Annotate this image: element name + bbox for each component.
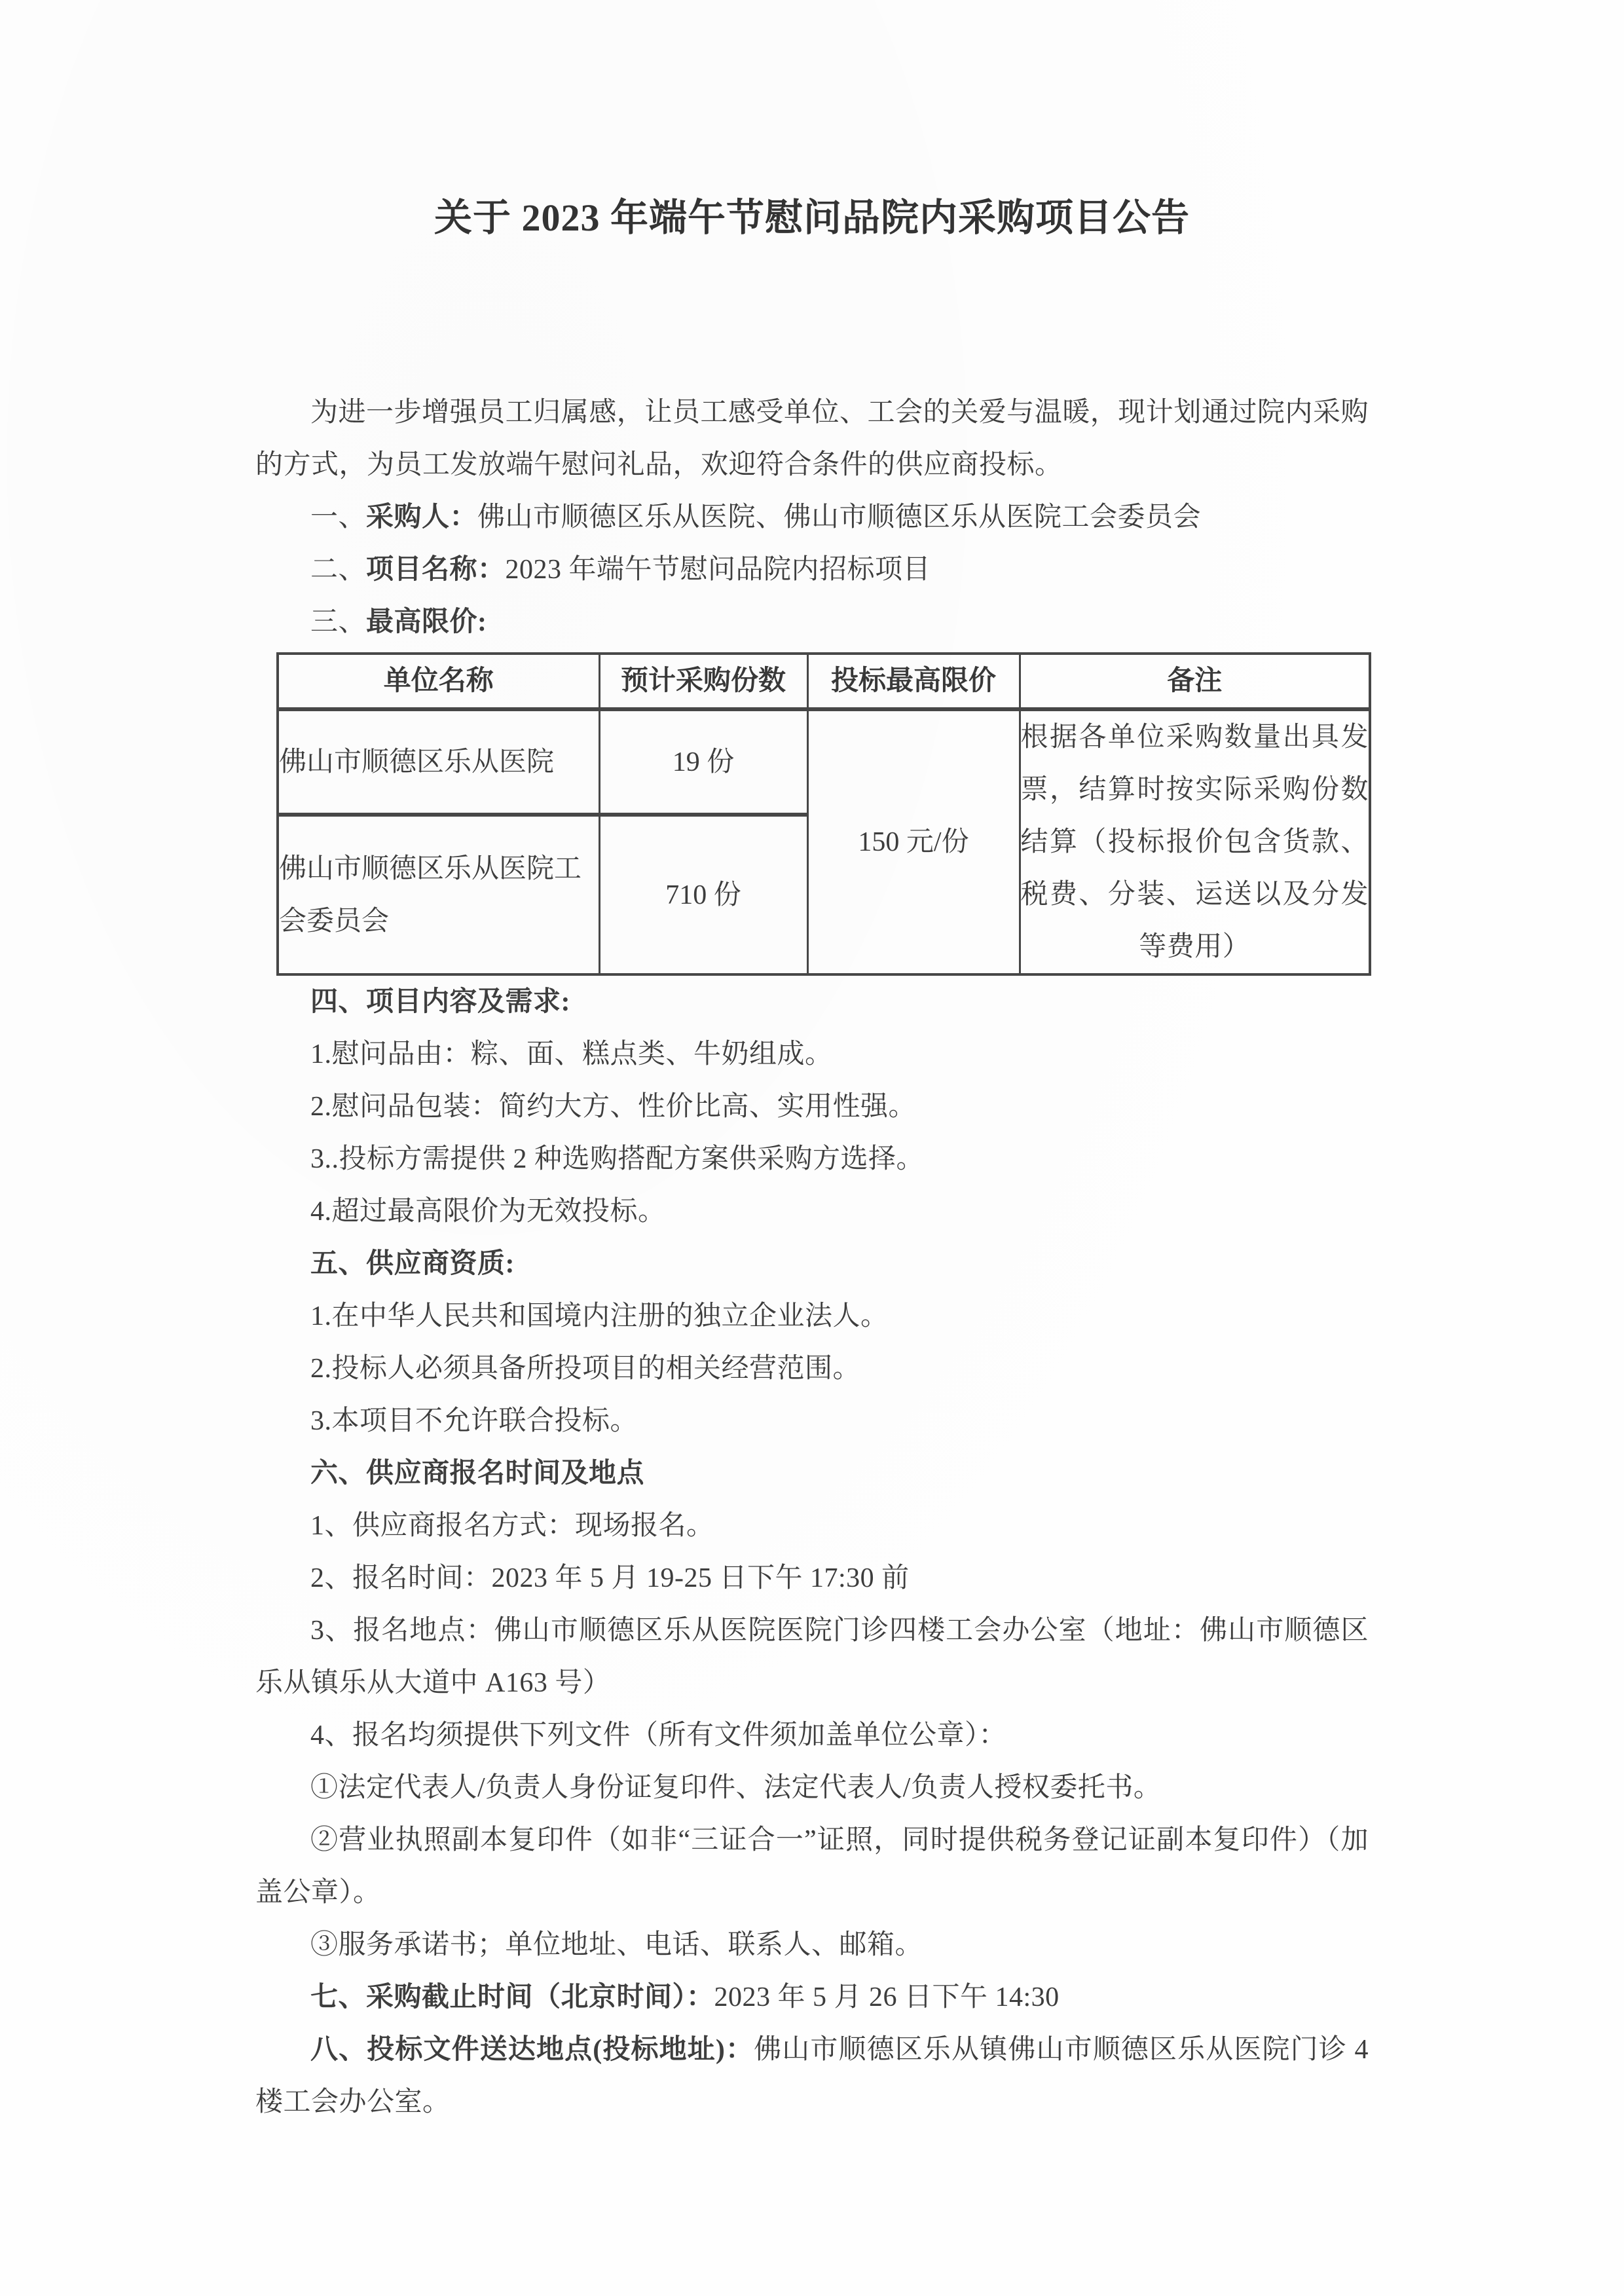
registration-item: 2、报名时间：2023 年 5 月 19-25 日下午 17:30 前 (310, 1563, 910, 1593)
col-header-unit-name: 单位名称 (278, 654, 599, 709)
requirement-item: 4.超过最高限价为无效投标。 (310, 1196, 666, 1227)
requirement-item: 1.慰问品由：粽、面、糕点类、牛奶组成。 (310, 1039, 833, 1069)
qualification-item: 2.投标人必须具备所投项目的相关经营范围。 (310, 1354, 861, 1384)
registration-item: 1、供应商报名方式：现场报名。 (310, 1511, 714, 1541)
page-title: 关于 2023 年端午节慰问品院内采购项目公告 (434, 196, 1190, 239)
requirement-item: 3..投标方需提供 2 种选购搭配方案供采购方选择。 (310, 1144, 925, 1174)
qualification-item: 3.本项目不允许联合投标。 (310, 1406, 638, 1436)
registration-item: 4、报名均须提供下列文件（所有文件须加盖单位公章）： (310, 1720, 1007, 1750)
price-table (276, 652, 1371, 976)
section-project-name-number: 二、 (310, 555, 367, 585)
qualification-item: 1.在中华人民共和国境内注册的独立企业法人。 (310, 1301, 889, 1331)
remark-cell: 根据各单位采购数量出具发票，结算时按实际采购份数结算（投标报价包含货款、税费、分装、运送以及分发等费用） (1020, 709, 1370, 974)
section-purchaser (255, 491, 1369, 544)
section-deadline-label: 七、采购截止时间（北京时间）： (310, 1982, 714, 2012)
section-deadline (255, 1971, 1369, 2024)
table-header-row (278, 654, 1370, 709)
required-document-item: ②营业执照副本复印件（如非“三证合一”证照，同时提供税务登记证副本复印件）（加盖公章）。 (255, 1825, 1369, 1908)
section-supplier-qualification-heading: 五、供应商资质: (310, 1249, 515, 1279)
qty-cell: 710 份 (599, 815, 807, 974)
col-header-max-bid-price: 投标最高限价 (807, 654, 1020, 709)
section-purchaser-text: 佛山市顺德区乐从医院、佛山市顺德区乐从医院工会委员会 (477, 502, 1202, 532)
section-purchaser-label: 采购人： (366, 502, 478, 532)
section-max-price-heading (255, 596, 1369, 648)
max-price-cell: 150 元/份 (807, 709, 1020, 974)
section-purchaser-number: 一、 (310, 502, 367, 532)
required-document-item: ③服务承诺书；单位地址、电话、联系人、邮箱。 (310, 1930, 923, 1960)
section-registration-heading: 六、供应商报名时间及地点 (310, 1458, 645, 1489)
unit-name-cell: 佛山市顺德区乐从医院工会委员会 (278, 815, 599, 974)
registration-item: 3、报名地点：佛山市顺德区乐从医院医院门诊四楼工会办公室（地址：佛山市顺德区乐从镇乐从大道中 A163 号） (255, 1616, 1369, 1698)
section-delivery-address-label: 八、投标文件送达地点(投标地址)： (310, 2035, 754, 2065)
section-project-name-label: 项目名称： (366, 555, 506, 585)
unit-name-cell: 佛山市顺德区乐从医院 (278, 709, 599, 815)
section-content-requirements-heading: 四、项目内容及需求: (310, 987, 570, 1017)
section-delivery-address (255, 2024, 1369, 2128)
section-max-price-number: 三、 (310, 607, 367, 637)
requirement-item: 2.慰问品包装：简约大方、性价比高、实用性强。 (310, 1092, 917, 1122)
required-document-item: ①法定代表人/负责人身份证复印件、法定代表人/负责人授权委托书。 (310, 1773, 1162, 1803)
table-row (278, 709, 1370, 815)
section-project-name (255, 544, 1369, 596)
intro-paragraph: 为进一步增强员工归属感，让员工感受单位、工会的关爱与温暖，现计划通过院内采购的方式，为员工发放端午慰问礼品，欢迎符合条件的供应商投标。 (255, 398, 1369, 480)
section-delivery-address-text: 佛山市顺德区乐从镇佛山市顺德区乐从医院门诊 4 楼工会办公室。 (255, 2035, 1369, 2117)
section-project-name-text: 2023 年端午节慰问品院内招标项目 (505, 555, 931, 585)
section-max-price-label: 最高限价: (366, 607, 487, 637)
section-deadline-text: 2023 年 5 月 26 日下午 14:30 (714, 1982, 1060, 2012)
col-header-remark: 备注 (1020, 654, 1370, 709)
qty-cell: 19 份 (599, 709, 807, 815)
col-header-estimated-qty: 预计采购份数 (599, 654, 807, 709)
